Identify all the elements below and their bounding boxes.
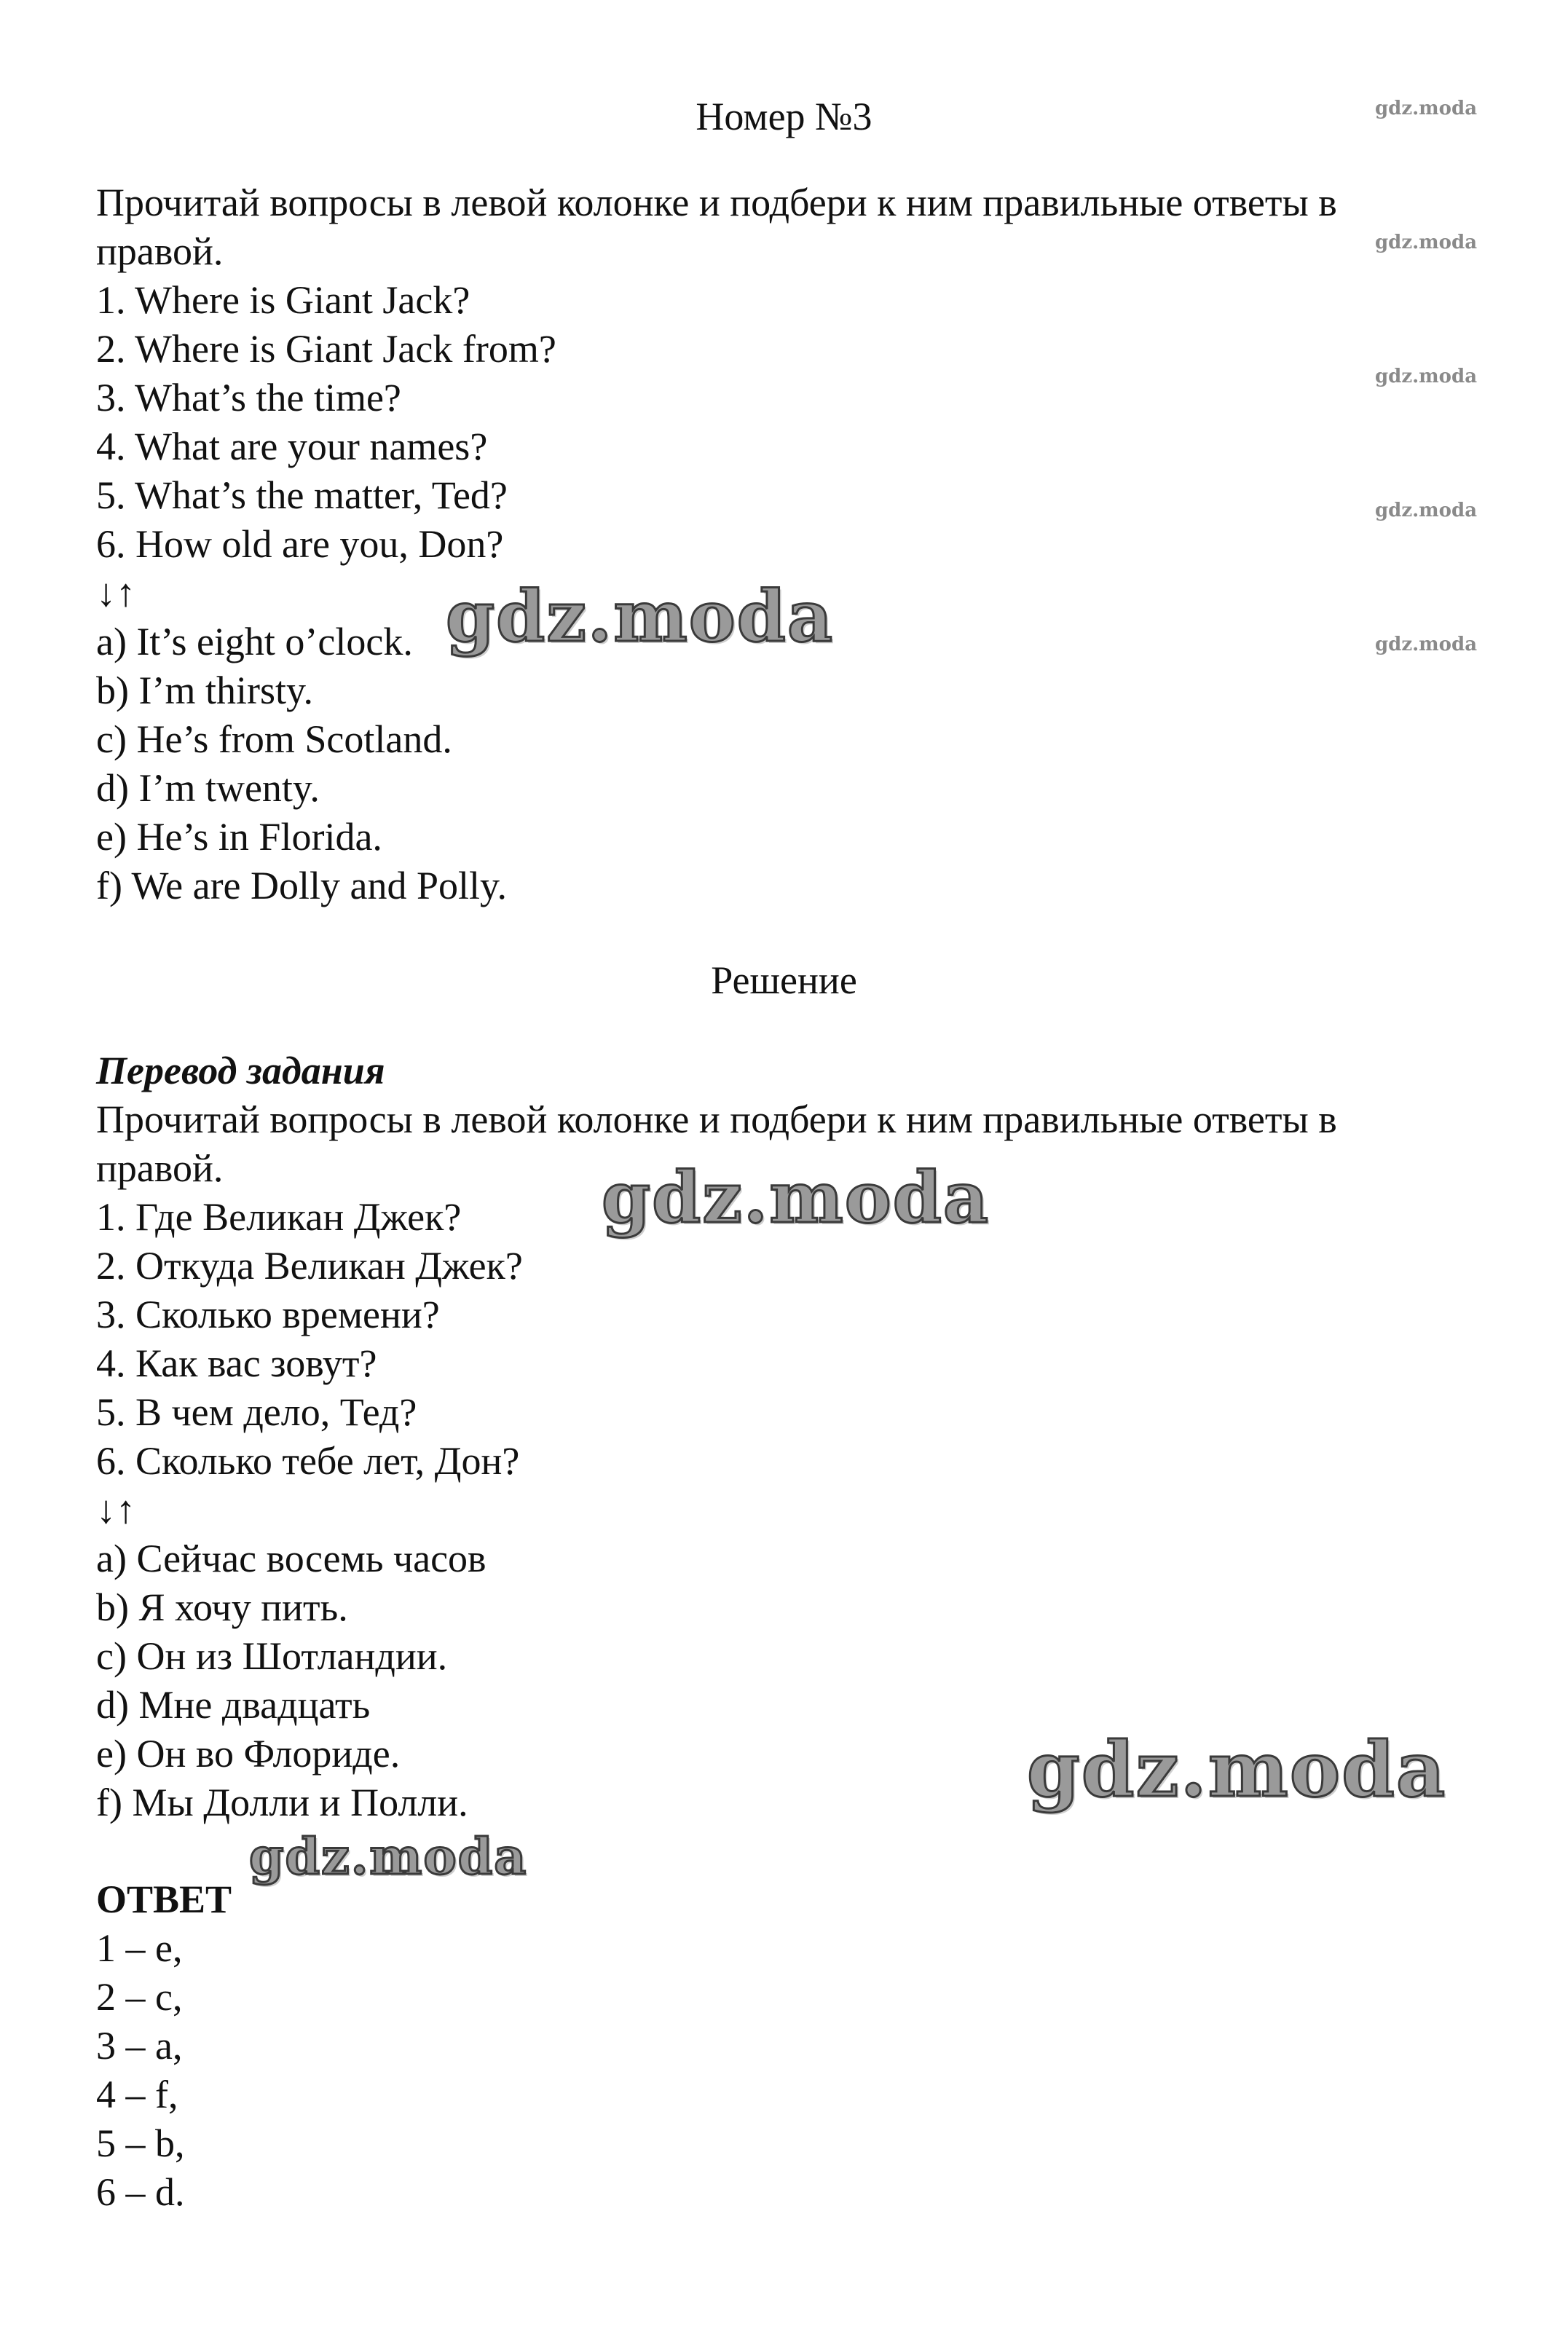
watermark-large: gdz.moda [602,1156,990,1239]
watermark-large: gdz.moda [446,575,835,658]
watermark-small: gdz.moda [1375,366,1478,387]
translated-answer-f: f) Мы Долли и Полли. [96,1781,468,1824]
translated-answer-e: e) Он во Флориде. [96,1732,401,1776]
solution-instruction-line-2: правой. [96,1146,224,1190]
task-instruction-line-1: Прочитай вопросы в левой колонке и подбери к ним правильные ответы в [96,181,1337,224]
translated-match-arrows: ↓↑ [96,1488,135,1532]
watermark-large: gdz.moda [1027,1725,1447,1814]
watermark-small: gdz.moda [1375,232,1478,253]
answer-b: b) I’m thirsty. [96,669,313,712]
answer-key-3: 3 – a, [96,2024,183,2068]
answer-key-6: 6 – d. [96,2170,185,2214]
answer-c: c) He’s from Scotland. [96,717,452,761]
match-arrows: ↓↑ [96,571,135,615]
question-3: 3. What’s the time? [96,376,401,419]
task-instruction-line-2: правой. [96,229,224,273]
translated-question-2: 2. Откуда Великан Джек? [96,1244,523,1288]
question-6: 6. How old are you, Don? [96,522,504,566]
question-1: 1. Where is Giant Jack? [96,278,470,322]
page-title: Номер №3 [696,95,872,138]
translated-question-6: 6. Сколько тебе лет, Дон? [96,1439,520,1483]
watermark-small: gdz.moda [1375,634,1478,655]
answer-key-2: 2 – c, [96,1975,183,2019]
translated-answer-d: d) Мне двадцать [96,1683,371,1727]
answer-d: d) I’m twenty. [96,766,320,810]
watermark-large: gdz.moda [249,1828,528,1886]
translated-question-5: 5. В чем дело, Тед? [96,1390,417,1434]
answer-a: a) It’s eight o’clock. [96,620,413,663]
translated-answer-a: a) Сейчас восемь часов [96,1537,486,1580]
question-4: 4. What are your names? [96,425,488,468]
question-2: 2. Where is Giant Jack from? [96,327,556,371]
solution-title: Решение [711,958,857,1002]
watermark-small: gdz.moda [1375,98,1478,119]
answer-e: e) He’s in Florida. [96,815,382,859]
question-5: 5. What’s the matter, Ted? [96,473,508,517]
watermark-small: gdz.moda [1375,500,1478,521]
translated-answer-c: c) Он из Шотландии. [96,1634,448,1678]
answer-key-1: 1 – e, [96,1926,183,1970]
translated-answer-b: b) Я хочу пить. [96,1585,348,1629]
answer-key-5: 5 – b, [96,2121,185,2165]
translated-question-3: 3. Сколько времени? [96,1293,440,1336]
translated-question-1: 1. Где Великан Джек? [96,1195,462,1239]
solution-instruction-line-1: Прочитай вопросы в левой колонке и подбери к ним правильные ответы в [96,1097,1337,1141]
answer-key-4: 4 – f, [96,2073,178,2116]
answer-f: f) We are Dolly and Polly. [96,864,508,907]
translation-heading: Перевод задания [96,1049,385,1092]
translated-question-4: 4. Как вас зовут? [96,1341,377,1385]
answer-heading: ОТВЕТ [96,1877,232,1921]
